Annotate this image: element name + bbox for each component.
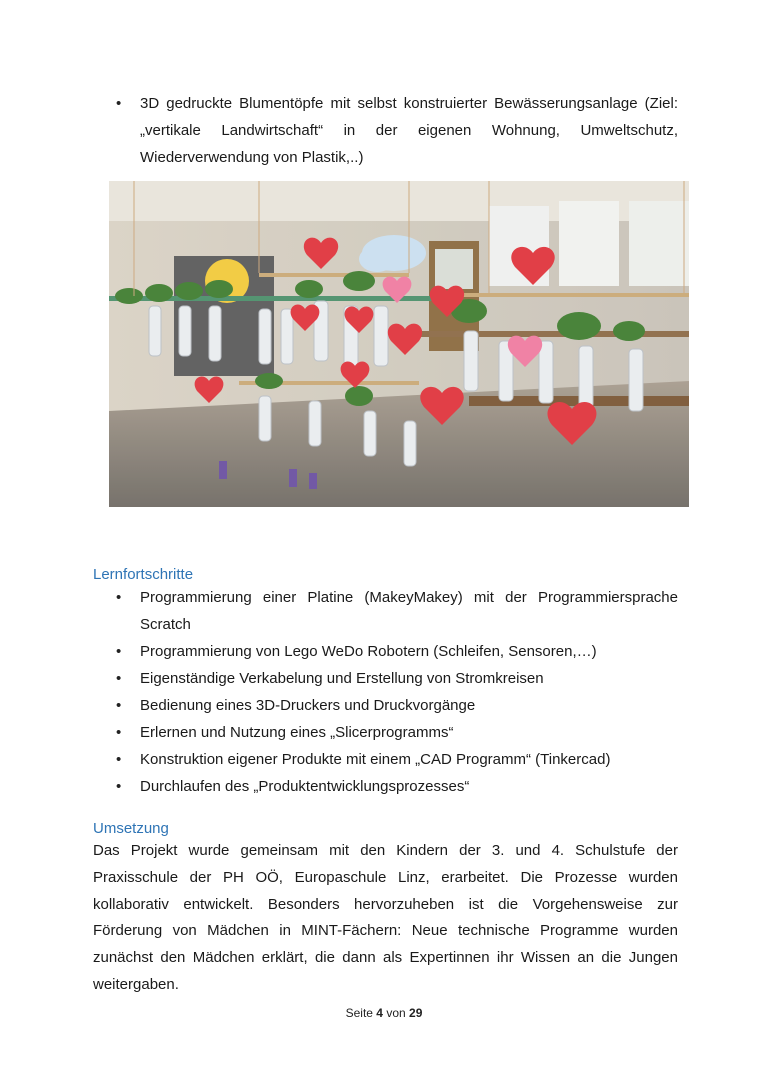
photo-illustration bbox=[109, 181, 689, 507]
photo-hanging-planters bbox=[109, 181, 689, 507]
footer-prefix: Seite bbox=[345, 1006, 373, 1020]
list-item: • Erlernen und Nutzung eines „Slicerprogramms“ bbox=[140, 719, 678, 746]
list-item: • Bedienung eines 3D-Druckers und Druckvorgänge bbox=[140, 692, 678, 719]
implementation-paragraph: Das Projekt wurde gemeinsam mit den Kindern der 3. und 4. Schulstufe der Praxisschule der PH OÖ, Europaschule Linz, erarbeitet. Die Prozesse wurden kollaborativ entwickelt. Besonders hervorzuheben ist die Vorgehensweise zur Förderung von Mädchen in MINT-Fächern: Neue technische Programme wurden zunächst den Mädchen erklärt, die dann als Expertinnen ihr Wissen an die Jungen weitergaben. bbox=[93, 842, 678, 993]
intro-bullet-list bbox=[140, 90, 678, 171]
list-item: • Eigenständige Verkabelung und Erstellung von Stromkreisen bbox=[140, 665, 678, 692]
list-item: • Konstruktion eigener Produkte mit einem „CAD Programm“ (Tinkercad) bbox=[140, 746, 678, 773]
section-heading-umsetzung: Umsetzung bbox=[93, 820, 169, 837]
progress-bullet-list bbox=[140, 584, 678, 800]
list-item: • Durchlaufen des „Produktentwicklungsprozesses“ bbox=[140, 773, 678, 800]
footer-total-pages: 29 bbox=[409, 1006, 423, 1020]
list-item: • Programmierung einer Platine (MakeyMakey) mit der Programmiersprache Scratch bbox=[140, 584, 678, 638]
list-item: • Programmierung von Lego WeDo Robotern (Schleifen, Sensoren,…) bbox=[140, 638, 678, 665]
footer-separator: von bbox=[386, 1006, 406, 1020]
section-heading-lernfortschritte: Lernfortschritte bbox=[93, 566, 194, 583]
page-footer bbox=[0, 1006, 768, 1020]
list-item: • 3D gedruckte Blumentöpfe mit selbst konstruierter Bewässerungsanlage (Ziel: „vertikale Landwirtschaft“ in der eigenen Wohnung, Umweltschutz, Wiederverwendung von Plastik,..) bbox=[140, 90, 678, 171]
footer-current-page: 4 bbox=[376, 1006, 383, 1020]
